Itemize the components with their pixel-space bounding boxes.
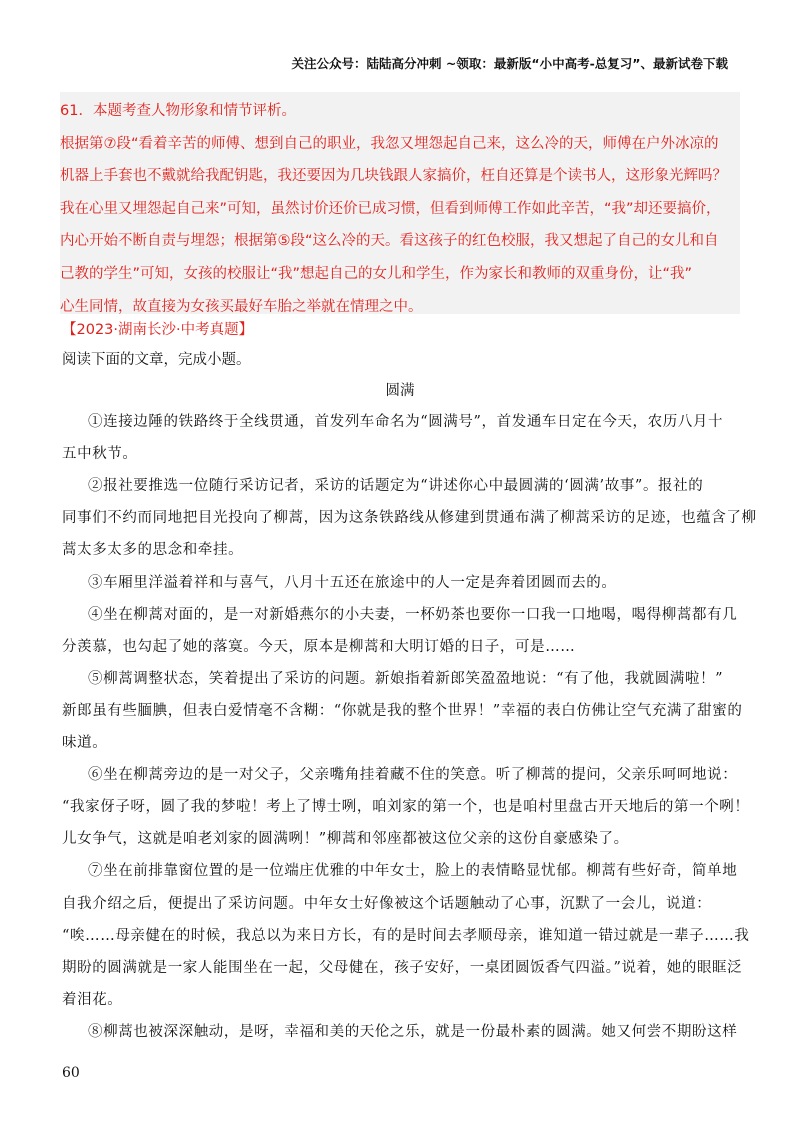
paragraph-line: “我家伢子呀，圆了我的梦啦！考上了博士咧，咱刘家的第一个，也是咱村里盘古开天地后的第一个咧！ <box>62 799 750 816</box>
reading-instruction: 阅读下面的文章，完成小题。 <box>62 352 251 368</box>
paragraph-line: 期盼的圆满就是一家人能围坐在一起，父母健在，孩子安好，一桌团圆饭香气四溢。”说着，她的眼眶泛 <box>62 959 743 976</box>
answer-line: 己教的学生”可知，女孩的校服让“我”想起自己的女儿和学生，作为家长和教师的双重身份，让“我” <box>60 266 693 282</box>
paragraph-line: 新郎虽有些腼腆，但表白爱情毫不含糊：“你就是我的整个世界！”幸福的表白仿佛让空气充满了甜蜜的 <box>62 702 743 719</box>
article-title: 圆满 <box>385 383 415 399</box>
paragraph-start-line: ①连接边陲的铁路终于全线贯通，首发列车命名为“圆满号”，首发通车日定在今天，农历八月十 <box>88 414 724 430</box>
paragraph-start-line: ③车厢里洋溢着祥和与喜气，八月十五还在旅途中的人一定是奔着团圆而去的。 <box>88 574 617 591</box>
paragraph-start-line: ④坐在柳蒿对面的，是一对新婚燕尔的小夫妻，一杯奶茶也要你一口我一口地喝，喝得柳蒿都有几 <box>88 606 738 623</box>
paragraph-start-line: ⑥坐在柳蒿旁边的是一对父子，父亲嘴角挂着藏不住的笑意。听了柳蒿的提问，父亲乐呵呵地说： <box>88 767 738 784</box>
page-number: 60 <box>62 1065 80 1081</box>
paragraph-line: 蒿太多太多的思念和牵挂。 <box>62 542 244 559</box>
paragraph-start-line: ⑦坐在前排靠窗位置的是一位端庄优雅的中年女士，脸上的表情略显忧郁。柳蒿有些好奇，简单地 <box>88 863 738 880</box>
paragraph-start-line: ⑤柳蒿调整状态，笑着提出了采访的问题。新娘指着新郎笑盈盈地说：“有了他，我就圆满啦！” <box>88 670 724 687</box>
answer-line: 根据第⑦段“看着辛苦的师傅、想到自己的职业，我忽又埋怨起自己来，这么冷的天，师傅在户外冰凉的 <box>60 135 719 152</box>
paragraph-start-line: ⑧柳蒿也被深深触动，是呀，幸福和美的天伦之乐，就是一份最朴素的圆满。她又何尝不期盼这样 <box>88 1023 738 1040</box>
paragraph-line: 儿女争气，这就是咱老刘家的圆满咧！”柳蒿和邻座都被这位父亲的这份自豪感染了。 <box>62 831 629 848</box>
paragraph-line: 五中秋节。 <box>62 446 138 463</box>
paragraph-line: 自我介绍之后，便提出了采访问题。中年女士好像被这个话题触动了心事，沉默了一会儿，说道： <box>62 895 712 912</box>
paragraph-line: “唉……母亲健在的时候，我总以为来日方长，有的是时间去孝顺母亲，谁知道一错过就是一辈子……我 <box>62 927 750 944</box>
answer-line: 61．本题考查人物形象和情节评析。 <box>60 103 296 119</box>
answer-line: 机器上手套也不戴就给我配钥匙，我还要因为几块钱跟人家搞价，枉自还算是个读书人，这形象光辉吗？ <box>60 168 727 185</box>
paragraph-line: 同事们不约而同地把目光投向了柳蒿，因为这条铁路线从修建到贯通布满了柳蒿采访的足迹，也蕴含了柳 <box>62 510 757 527</box>
source-tag: 【2023·湖南长沙·中考真题】 <box>62 322 254 338</box>
paragraph-line: 着泪花。 <box>62 991 123 1008</box>
paragraph-line: 分羡慕，也勾起了她的落寞。今天，原本是柳蒿和大明订婚的日子，可是…… <box>62 638 576 655</box>
answer-line: 我在心里又埋怨起自己来”可知，虽然讨价还价已成习惯，但看到师傅工作如此辛苦，“我”却还要搞价， <box>60 200 721 217</box>
paragraph-start-line: ②报社要推选一位随行采访记者，采访的话题定为“讲述你心中最圆满的‘圆满’故事”。报社的 <box>88 478 704 495</box>
answer-line: 内心开始不断自责与埋怨；根据第⑤段“这么冷的天。看这孩子的红色校服，我又想起了自己的女儿和自 <box>60 233 719 250</box>
answer-line: 心生同情，故直接为女孩买最好车胎之举就在情理之中。 <box>60 298 423 315</box>
page-header: 关注公众号：陆陆高分冲刺 ~领取：最新版“小中高考-总复习”、最新试卷下载 <box>291 56 728 71</box>
paragraph-line: 味道。 <box>62 735 108 751</box>
